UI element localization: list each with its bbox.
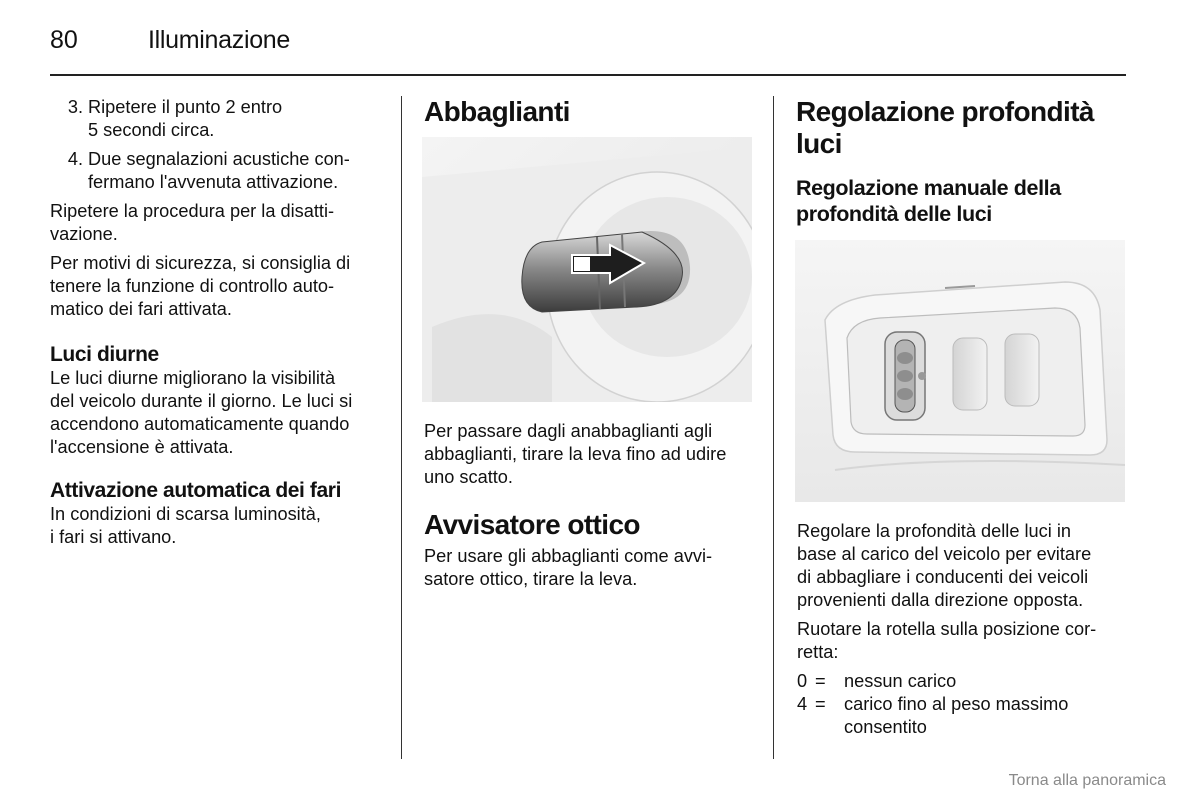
paragraph-auto-headlights: In condizioni di scarsa luminosità, i fari si attivano. <box>50 504 321 547</box>
legend-text: nessun carico <box>844 671 957 691</box>
header-rule <box>50 74 1126 76</box>
page-number: 80 <box>50 26 78 54</box>
list-item-3 <box>50 96 385 142</box>
list-number: 3. <box>67 97 83 117</box>
column-divider-2 <box>773 96 774 759</box>
heading-headlight-flash: Avvisatore ottico <box>424 509 640 540</box>
figure-lever-illustration <box>422 137 752 402</box>
paragraph-disable: Ripetere la procedura per la disatti- vazione. <box>50 201 335 244</box>
heading-daytime-lights: Luci diurne <box>50 343 159 366</box>
legend-eq: = <box>815 671 826 691</box>
list-number: 4. <box>67 149 83 169</box>
column-1 <box>50 96 385 555</box>
legend-text: carico fino al peso massimo consentito <box>844 694 1069 737</box>
legend-key: 4 <box>797 694 808 714</box>
heading-high-beam: Abbaglianti <box>424 96 570 127</box>
legend-row-0 <box>797 670 1127 693</box>
column-divider-1 <box>401 96 402 759</box>
heading-manual-range: Regolazione manuale della profondità delle luci <box>796 176 1061 226</box>
legend-key: 0 <box>797 671 808 691</box>
back-to-overview-link[interactable]: Torna alla panoramica <box>1008 772 1166 789</box>
paragraph-range-adjust: Regolare la profondità delle luci in base al carico del veicolo per evitare di abbagliare i conducenti dei veicoli provenienti dalla direzione opposta. <box>797 521 1092 610</box>
list-text: Due segnalazioni acustiche con- fermano l'avvenuta attivazione. <box>88 149 350 192</box>
lever-svg <box>422 137 752 402</box>
column-2-text <box>424 420 759 597</box>
legend-eq: = <box>815 694 826 714</box>
paragraph-safety: Per motivi di sicurezza, si consiglia di tenere la funzione di controllo auto- matico dei fari attivata. <box>50 253 351 319</box>
legend-row-4 <box>797 693 1127 739</box>
figure-range-switch-illustration <box>795 240 1125 502</box>
heading-auto-headlights: Attivazione automatica dei fari <box>50 479 342 502</box>
chapter-title: Illuminazione <box>148 26 291 54</box>
paragraph-headlight-flash: Per usare gli abbaglianti come avvi- satore ottico, tirare la leva. <box>424 546 713 589</box>
list-item-4 <box>50 148 385 194</box>
column-3-text <box>797 520 1127 739</box>
paragraph-high-beam: Per passare dagli anabbaglianti agli abbaglianti, tirare la leva fino ad udire uno scatto. <box>424 421 727 487</box>
paragraph-daytime-lights: Le luci diurne migliorano la visibilità del veicolo durante il giorno. Le luci si accendono automaticamente quando l'accensione è attivata. <box>50 368 353 457</box>
range-switch-svg <box>795 240 1125 502</box>
list-text: Ripetere il punto 2 entro 5 secondi circa. <box>88 97 283 140</box>
paragraph-wheel: Ruotare la rotella sulla posizione cor- retta: <box>797 619 1097 662</box>
heading-headlight-range: Regolazione profondità luci <box>796 96 1094 159</box>
